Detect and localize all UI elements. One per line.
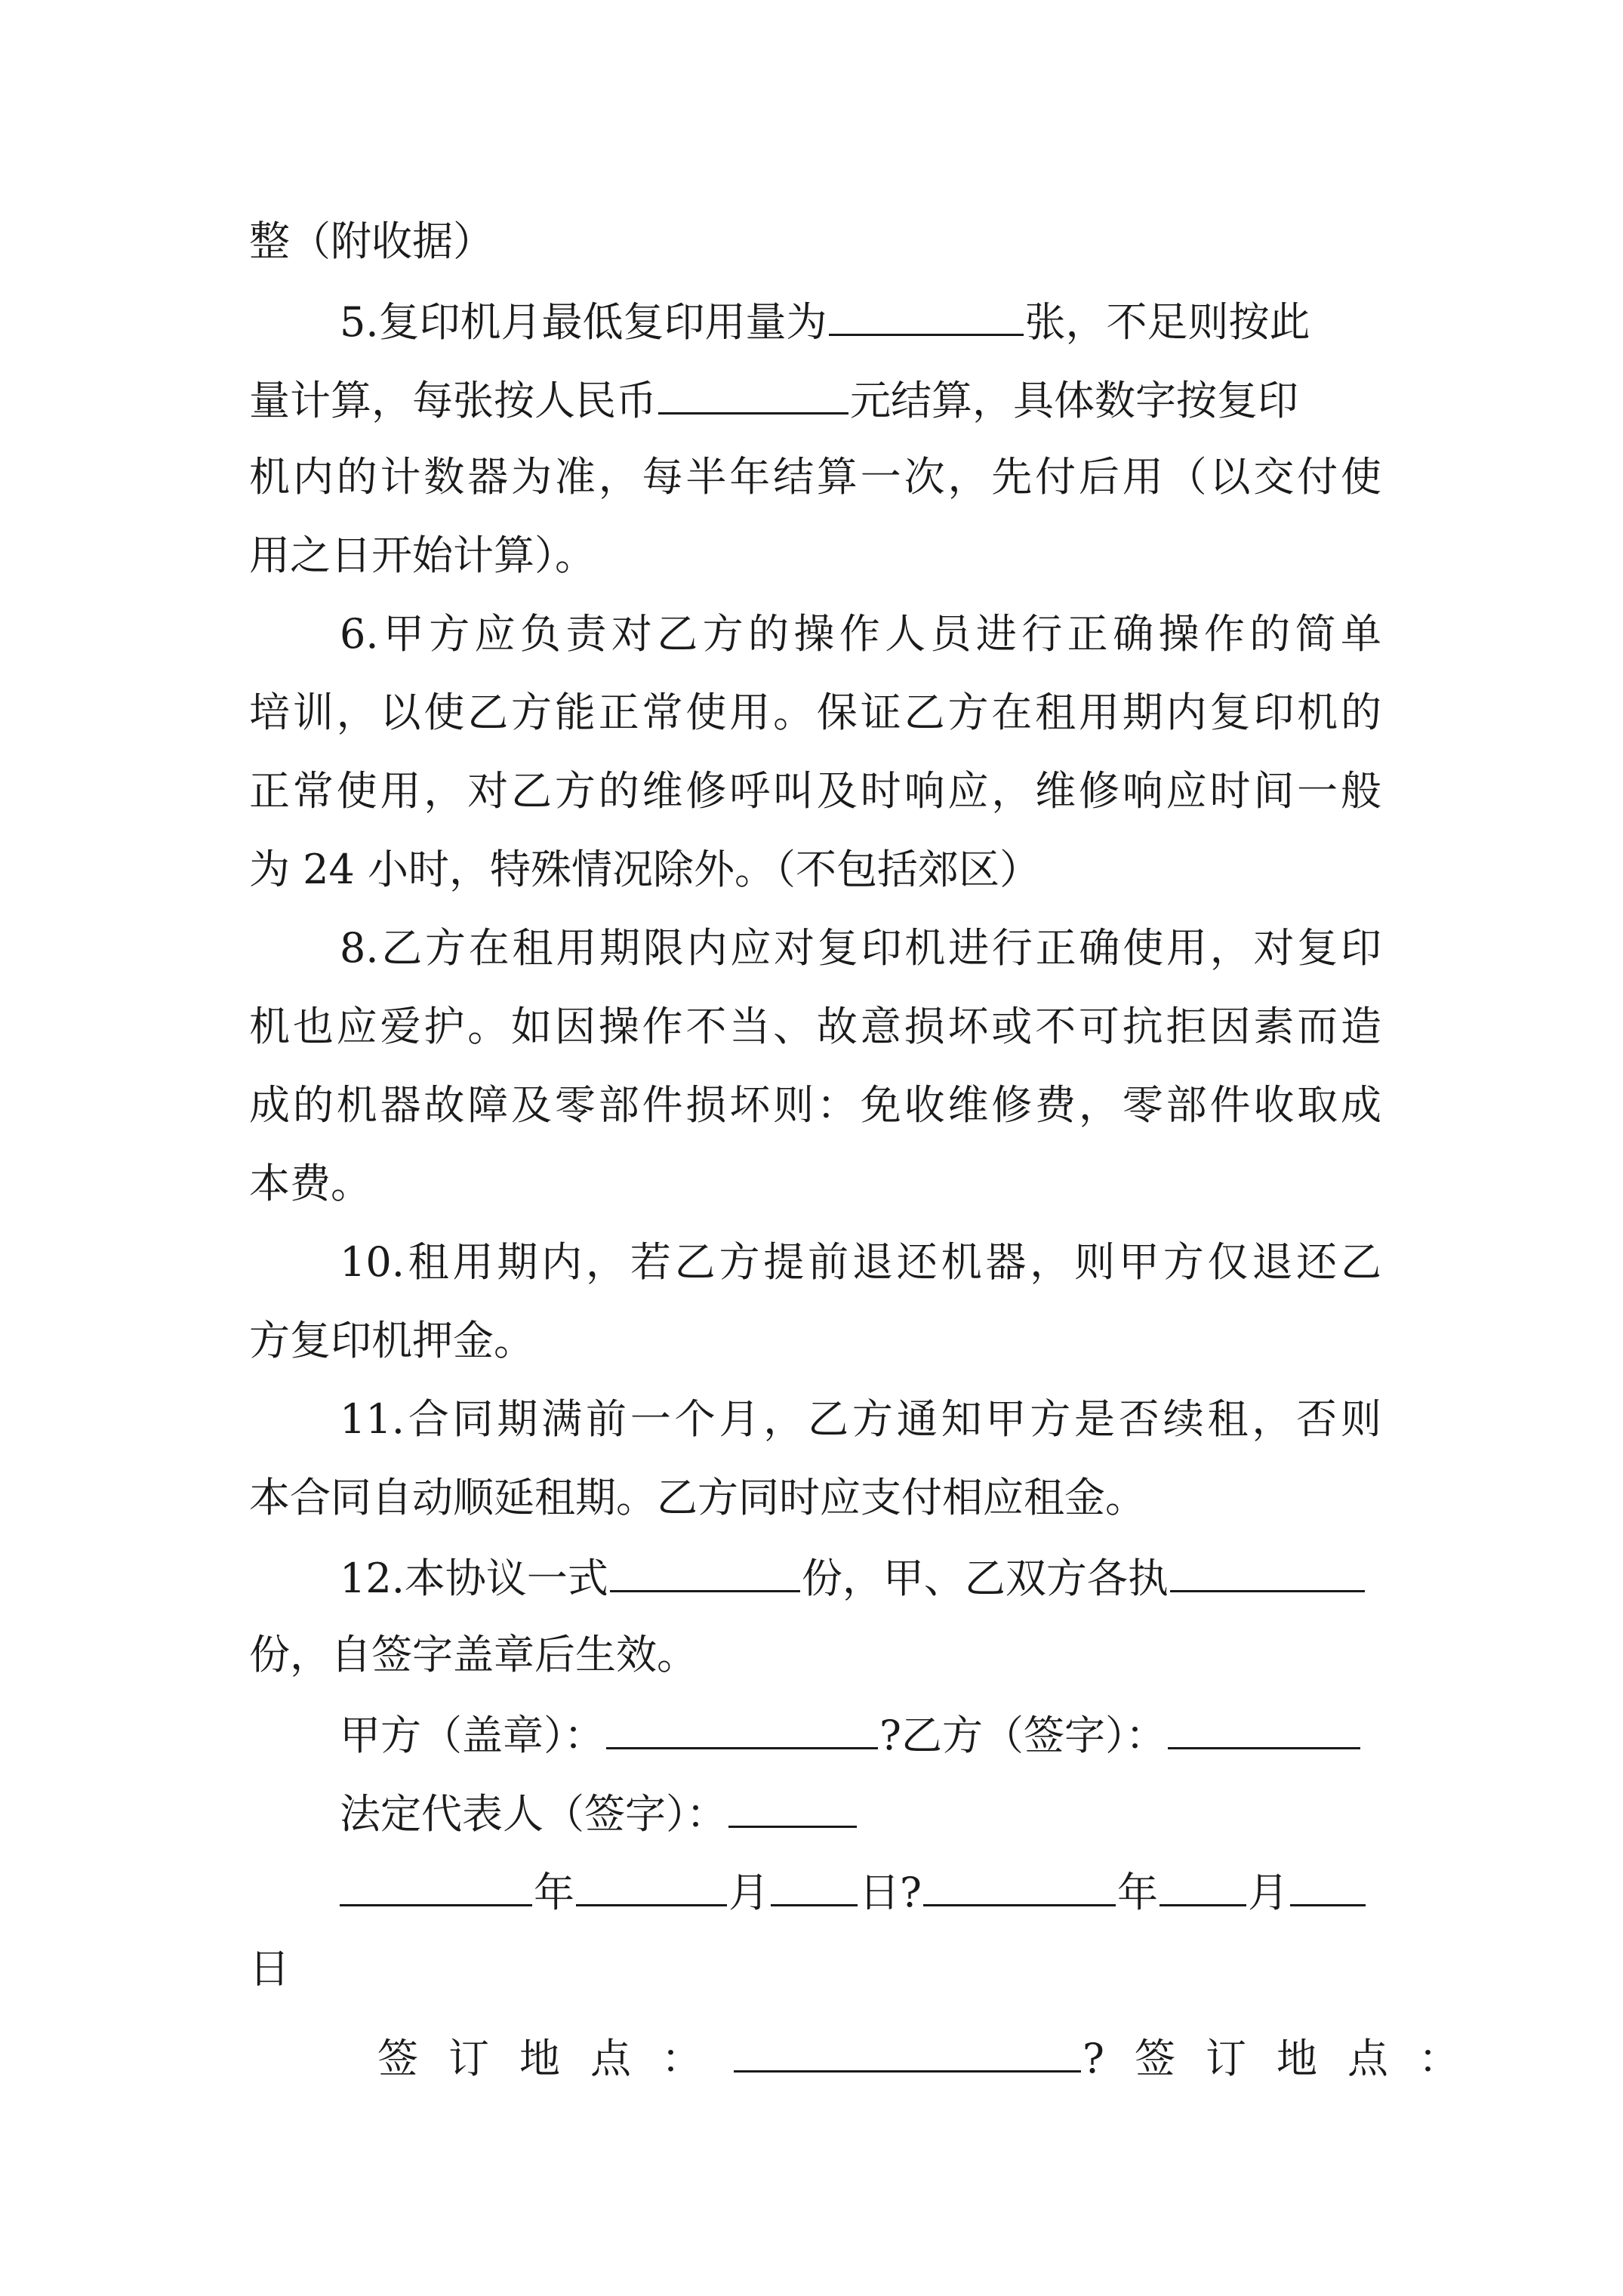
paragraph-line: 8.乙方在租用期限内应对复印机进行正确使用，对复印 [340,924,1381,972]
paragraph-line: 量计算，每张按人民币 元结算，具体数字按复印 [249,359,1381,438]
paragraph-line: 机也应爱护。如因操作不当、故意损坏或不可抗拒因素而造 [249,1003,1381,1050]
signature-line-parties: 甲方（盖章）： ?乙方（签字）： [340,1694,1381,1773]
fill-blank[interactable] [829,281,1024,336]
month-blank[interactable] [576,1851,727,1906]
party-b-sign-blank[interactable] [1168,1694,1360,1749]
paragraph-line: 10.租用期内，若乙方提前退还机器，则甲方仅退还乙 [340,1238,1381,1286]
party-a-seal-blank[interactable] [606,1694,878,1749]
paragraph-line: 机内的计数器为准，每半年结算一次，先付后用（以交付使 [249,453,1381,501]
year-blank[interactable] [340,1851,532,1906]
fill-blank[interactable] [1170,1537,1365,1592]
place-blank[interactable] [734,2017,1081,2073]
paragraph-line: 5.复印机月最低复印用量为 张，不足则按此 [340,281,1381,359]
fill-blank[interactable] [658,359,848,415]
signature-line-dates: 年 月 日? 年 月 [340,1851,1381,1930]
paragraph-line: 份，自签字盖章后生效。 [249,1631,698,1678]
paragraph-line: 6.甲方应负责对乙方的操作人员进行正确操作的简单 [340,610,1381,658]
paragraph-line: 培训，以使乙方能正常使用。保证乙方在租用期内复印机的 [249,689,1381,736]
paragraph-line: 本费。 [249,1160,371,1207]
day-blank[interactable] [1290,1851,1366,1906]
signature-line-day: 日 [249,1945,290,1992]
paragraph-line: 本合同自动顺延租期。乙方同时应支付相应租金。 [249,1474,1146,1521]
legal-rep-sign-blank[interactable] [728,1773,857,1828]
year-blank[interactable] [923,1851,1116,1906]
paragraph-line: 整（附收据） [249,217,494,265]
fill-blank[interactable] [610,1537,800,1592]
paragraph-line: 方复印机押金。 [249,1317,534,1364]
paragraph-line: 为 24 小时，特殊情况除外。（不包括郊区） [249,846,1041,893]
paragraph-line: 12.本协议一式 份，甲、乙双方各执 [340,1537,1381,1616]
signature-line-legal-rep: 法定代表人（签字）： [340,1773,1381,1851]
paragraph-line: 用之日开始计算）。 [249,532,596,579]
paragraph-line: 正常使用，对乙方的维修呼叫及时响应，维修响应时间一般 [249,767,1381,815]
signature-line-place: 签订地点： ?签订地点： [377,2017,1381,2096]
month-blank[interactable] [1160,1851,1246,1906]
paragraph-line: 11.合同期满前一个月，乙方通知甲方是否续租，否则 [340,1395,1381,1443]
day-blank[interactable] [771,1851,858,1906]
paragraph-line: 成的机器故障及零部件损坏则：免收维修费，零部件收取成 [249,1081,1381,1129]
